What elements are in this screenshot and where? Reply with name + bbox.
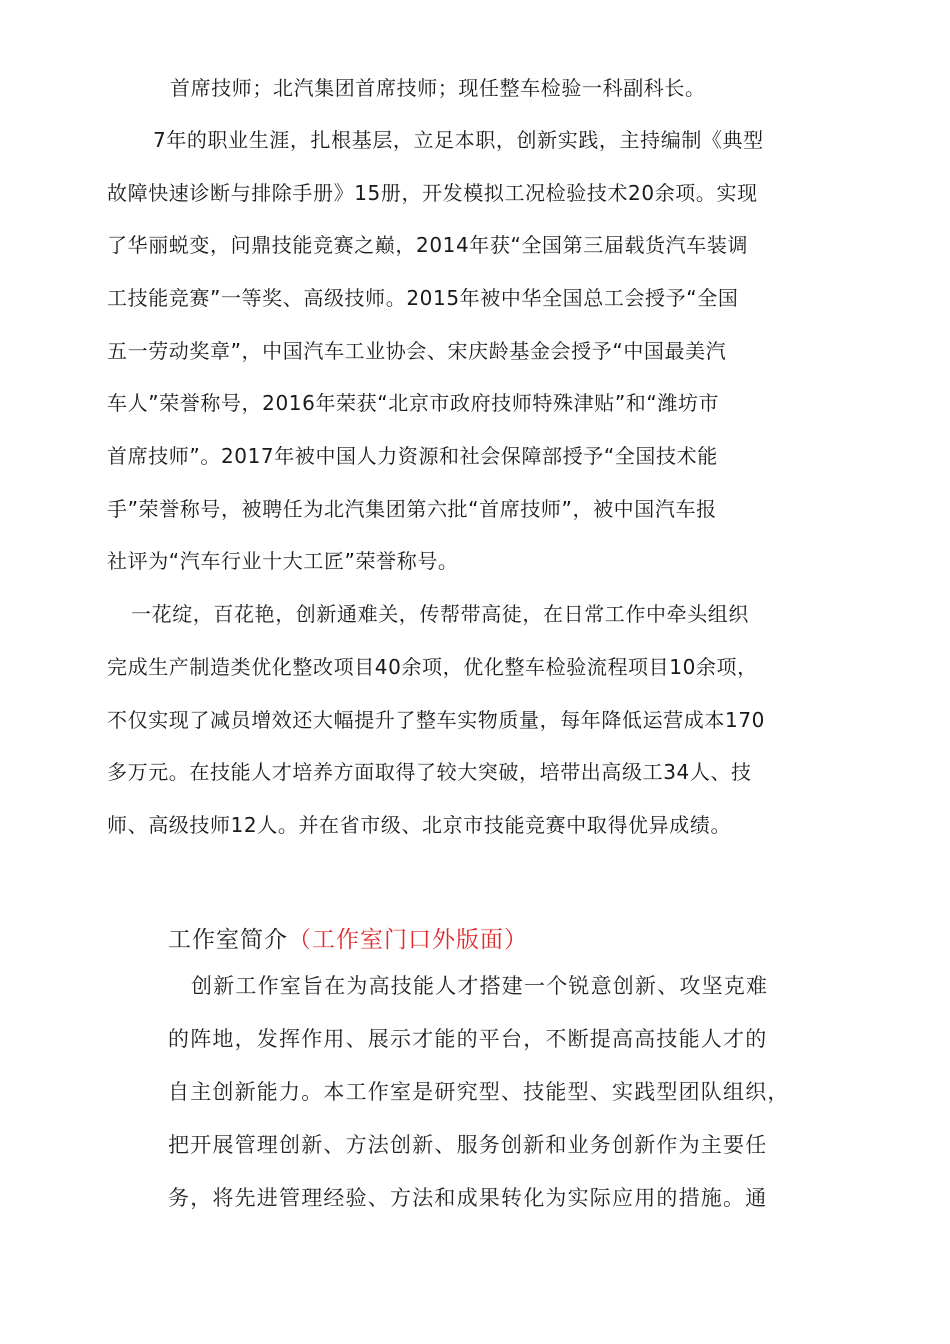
studio-line-1: 创新工作室旨在为高技能人才搭建一个锐意创新、攻坚克难 — [191, 974, 769, 998]
bio-line-10: 社评为“汽车行业十大工匠”荣誉称号。 — [107, 549, 459, 573]
studio-line-2: 的阵地，发挥作用、展示才能的平台，不断提高高技能人才的 — [168, 1027, 768, 1051]
bio-line-2: 7年的职业生涯，扎根基层，立足本职，创新实践，主持编制《典型 — [153, 128, 764, 152]
bio-line-15: 师、高级技师12人。并在省市级、北京市技能竞赛中取得优异成绩。 — [107, 813, 732, 837]
bio-line-6: 五一劳动奖章”，中国汽车工业协会、宋庆龄基金会授予“中国最美汽 — [107, 339, 727, 363]
studio-line-5: 务，将先进管理经验、方法和成果转化为实际应用的措施。通 — [168, 1186, 768, 1210]
bio-line-5: 工技能竞赛”一等奖、高级技师。2015年被中华全国总工会授予“全国 — [107, 286, 739, 310]
bio-line-7: 车人”荣誉称号，2016年荣获“北京市政府技师特殊津贴”和“潍坊市 — [107, 391, 720, 415]
bio-line-1: 首席技师；北汽集团首席技师；现任整车检验一科副科长。 — [170, 76, 706, 100]
bio-line-3: 故障快速诊断与排除手册》15册，开发模拟工况检验技术20余项。实现 — [107, 181, 758, 205]
bio-line-11: 一花绽，百花艳，创新通难关，传帮带高徒，在日常工作中牵头组织 — [131, 602, 749, 626]
bio-line-13: 不仅实现了减员增效还大幅提升了整车实物质量，每年降低运营成本170 — [107, 708, 765, 732]
bio-line-9: 手”荣誉称号，被聘任为北汽集团第六批“首席技师”，被中国汽车报 — [107, 497, 717, 521]
studio-heading-title: 工作室简介 — [168, 927, 288, 953]
studio-line-3: 自主创新能力。本工作室是研究型、技能型、实践型团队组织， — [168, 1080, 790, 1104]
bio-line-14: 多万元。在技能人才培养方面取得了较大突破，培带出高级工34人、技 — [107, 760, 752, 784]
studio-heading-note: （工作室门口外版面） — [288, 927, 528, 953]
studio-heading — [168, 926, 528, 954]
bio-line-4: 了华丽蜕变，问鼎技能竞赛之巅，2014年获“全国第三届载货汽车装调 — [107, 233, 749, 257]
bio-line-8: 首席技师”。2017年被中国人力资源和社会保障部授予“全国技术能 — [107, 444, 718, 468]
studio-line-4: 把开展管理创新、方法创新、服务创新和业务创新作为主要任 — [168, 1133, 768, 1157]
bio-line-12: 完成生产制造类优化整改项目40余项，优化整车检验流程项目10余项， — [107, 655, 758, 679]
